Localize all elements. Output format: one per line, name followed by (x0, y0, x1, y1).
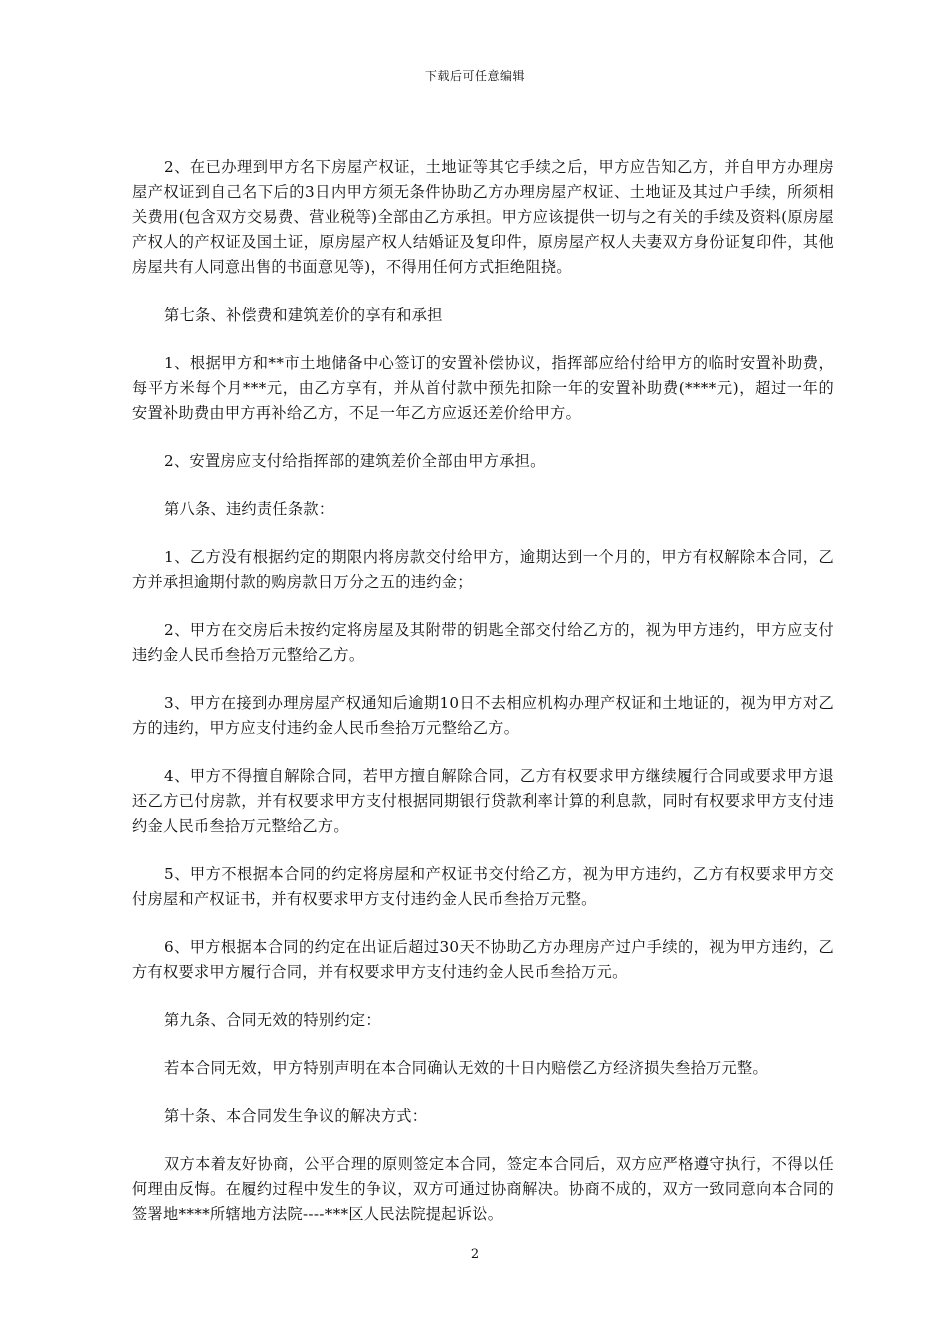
article-9-heading: 第九条、合同无效的特别约定： (164, 1011, 381, 1029)
clause-8-3-paragraph: 3、甲方在接到办理房屋产权通知后逾期10日不去相应机构办理产权证和土地证的，视为甲方对乙方的违约，甲方应支付违约金人民币叁拾万元整给乙方。 (132, 694, 834, 737)
clause-8-5-paragraph: 5、甲方不根据本合同的约定将房屋和产权证书交付给乙方，视为甲方违约，乙方有权要求甲方交付房屋和产权证书，并有权要求甲方支付违约金人民币叁拾万元整。 (132, 865, 834, 908)
clause-7-2-paragraph: 2、安置房应支付给指挥部的建筑差价全部由甲方承担。 (164, 452, 546, 470)
clause-7-1-paragraph: 1、根据甲方和**市土地储备中心签订的安置补偿协议，指挥部应给付给甲方的临时安置补助费，每平方米每个月***元，由乙方享有，并从首付款中预先扣除一年的安置补助费(****元)，超过一年的安置补助费由甲方再补给乙方，不足一年乙方应返还差价给甲方。 (132, 354, 834, 422)
clause-9-paragraph: 若本合同无效，甲方特别声明在本合同确认无效的十日内赔偿乙方经济损失叁拾万元整。 (164, 1059, 769, 1077)
clause-8-4-paragraph: 4、甲方不得擅自解除合同，若甲方擅自解除合同，乙方有权要求甲方继续履行合同或要求甲方退还乙方已付房款，并有权要求甲方支付根据同期银行贷款利率计算的利息款，同时有权要求甲方支付违约金人民币叁拾万元整给乙方。 (132, 767, 834, 835)
clause-10-paragraph: 双方本着友好协商，公平合理的原则签定本合同，签定本合同后，双方应严格遵守执行，不得以任何理由反悔。在履约过程中发生的争议，双方可通过协商解决。协商不成的，双方一致同意向本合同的签署地****所辖地方法院----***区人民法院提起诉讼。 (132, 1155, 834, 1223)
clause-8-1-paragraph: 1、乙方没有根据约定的期限内将房款交付给甲方，逾期达到一个月的，甲方有权解除本合同，乙方并承担逾期付款的购房款日万分之五的违约金； (132, 548, 834, 591)
article-8-heading: 第八条、违约责任条款： (164, 500, 335, 518)
clause-8-2-paragraph: 2、甲方在交房后未按约定将房屋及其附带的钥匙全部交付给乙方的，视为甲方违约，甲方应支付违约金人民币叁拾万元整给乙方。 (132, 621, 834, 664)
document-body (132, 155, 834, 1227)
clause-8-6-paragraph: 6、甲方根据本合同的约定在出证后超过30天不协助乙方办理房产过户手续的，视为甲方违约，乙方有权要求甲方履行合同，并有权要求甲方支付违约金人民币叁拾万元。 (132, 938, 834, 981)
article-7-heading: 第七条、补偿费和建筑差价的享有和承担 (164, 306, 443, 324)
article-10-heading: 第十条、本合同发生争议的解决方式： (164, 1107, 428, 1125)
page-header: 下载后可任意编辑 (424, 69, 525, 83)
clause-6-2-paragraph: 2、在已办理到甲方名下房屋产权证，土地证等其它手续之后，甲方应告知乙方，并自甲方办理房屋产权证到自己名下后的3日内甲方须无条件协助乙方办理房屋产权证、土地证及其过户手续，所须相关费用(包含双方交易费、营业税等)全部由乙方承担。甲方应该提供一切与之有关的手续及资料(原房屋产权人的产权证及国土证，原房屋产权人结婚证及复印件，原房屋产权人夫妻双方身份证复印件，其他房屋共有人同意出售的书面意见等)，不得用任何方式拒绝阻挠。 (132, 158, 834, 276)
page-number: 2 (470, 1247, 480, 1262)
